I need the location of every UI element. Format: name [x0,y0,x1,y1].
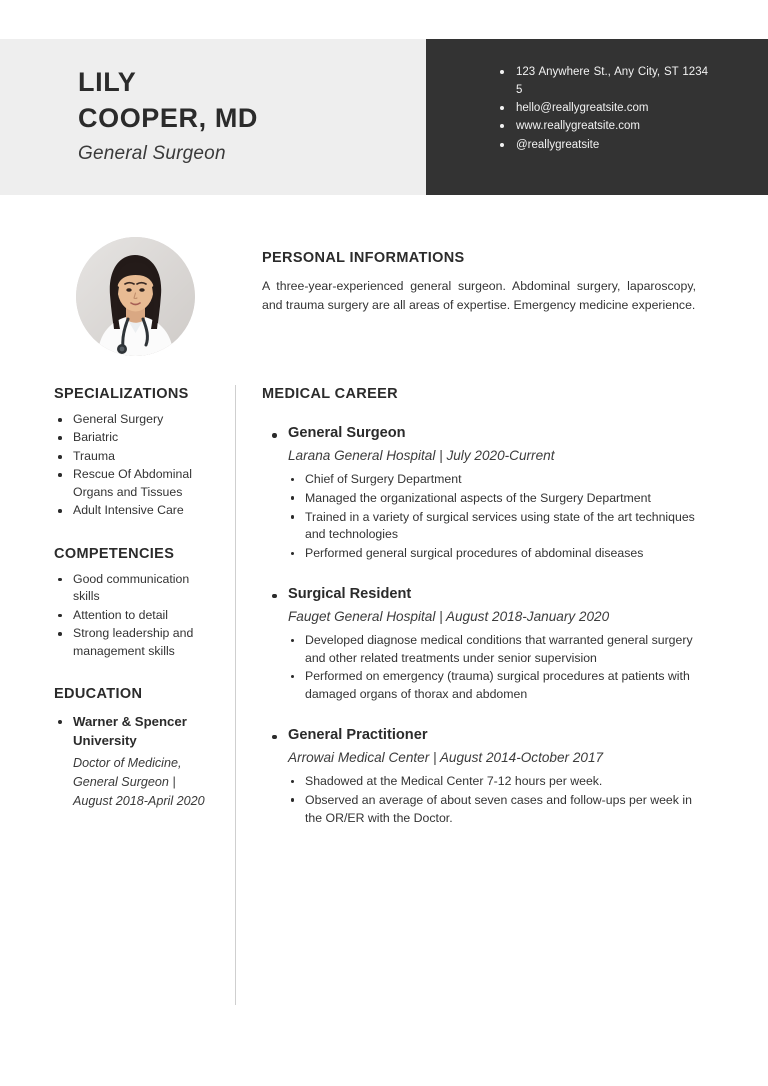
contact-item-email[interactable]: hello@reallygreatsite.com [498,99,708,117]
education-entry [54,712,214,810]
header-contact-block [426,39,768,195]
avatar [76,237,195,356]
portrait-photo-icon [76,237,195,356]
job-title: General Practitioner [288,726,428,743]
job-duties-list [262,632,696,704]
contact-list [498,63,708,154]
job-duties-list [262,773,696,827]
job-title: Surgical Resident [288,585,412,602]
name-first: LILY [78,67,137,97]
list-item: Bariatric [54,429,214,446]
header-name-block [0,39,426,195]
list-item: Chief of Surgery Department [288,471,696,489]
list-item: Trained in a variety of surgical services using state of the art techniques and technologies [288,509,696,544]
contact-item-website[interactable]: www.reallygreatsite.com [498,117,708,135]
column-divider [235,385,236,1005]
list-item: Attention to detail [54,607,214,624]
list-item: Observed an average of about seven cases and follow-ups per week in the OR/ER with the Doctor. [288,792,696,827]
list-item: Shadowed at the Medical Center 7-12 hours per week. [288,773,696,791]
job-title: General Surgeon [288,425,406,441]
education-school: Warner & Spencer University [73,713,187,749]
list-item: Good communication skills [54,571,214,606]
list-item: Performed on emergency (trauma) surgical procedures at patients with damaged organs of thorax and abdomen [288,668,696,703]
contact-item-address: 123 Anywhere St., Any City, ST 12345 [498,63,708,99]
job-employer-dates: Fauget General Hospital | August 2018-January 2020 [288,608,610,624]
sidebar-column [54,386,214,810]
resume-header [0,39,768,195]
contact-item-social[interactable]: @reallygreatsite [498,136,708,154]
competencies-list [54,571,214,660]
career-column [262,386,696,828]
job-employer-dates: Larana General Hospital | July 2020-Current [288,447,555,463]
list-item: Performed general surgical procedures of abdominal diseases [288,545,696,563]
list-item: General Surgery [54,411,214,428]
job-duties-list [262,471,696,563]
specializations-title: SPECIALIZATIONS [54,386,189,402]
list-item: Trauma [54,448,214,465]
career-entry-general-surgeon [262,424,696,465]
career-entry-surgical-resident [262,585,696,626]
personal-information-title: PERSONAL INFORMATIONS [262,250,465,266]
list-item: Developed diagnose medical conditions that warranted general surgery and other related treatments under senior supervision [288,632,696,667]
medical-career-title: MEDICAL CAREER [262,386,398,402]
list-item: Adult Intensive Care [54,502,214,519]
name-last: COOPER, MD [78,102,259,133]
job-role-subtitle: General Surgeon [78,143,226,165]
list-item: Strong leadership and management skills [54,625,214,660]
competencies-title: COMPETENCIES [54,545,175,562]
list-item: Managed the organizational aspects of the Surgery Department [288,490,696,508]
list-item: Rescue Of Abdominal Organs and Tissues [54,466,214,501]
personal-information-body: A three-year-experienced general surgeon. Abdominal surgery, laparoscopy, and trauma surgery are all areas of expertise. Emergency medicine experience. [262,279,696,313]
education-detail: Doctor of Medicine, General Surgeon | August 2018-April 2020 [73,756,205,808]
career-entry-general-practitioner [262,726,696,767]
specializations-list [54,411,214,520]
education-title: EDUCATION [54,685,143,702]
job-employer-dates: Arrowai Medical Center | August 2014-October 2017 [288,749,604,765]
personal-information-section [262,250,696,315]
